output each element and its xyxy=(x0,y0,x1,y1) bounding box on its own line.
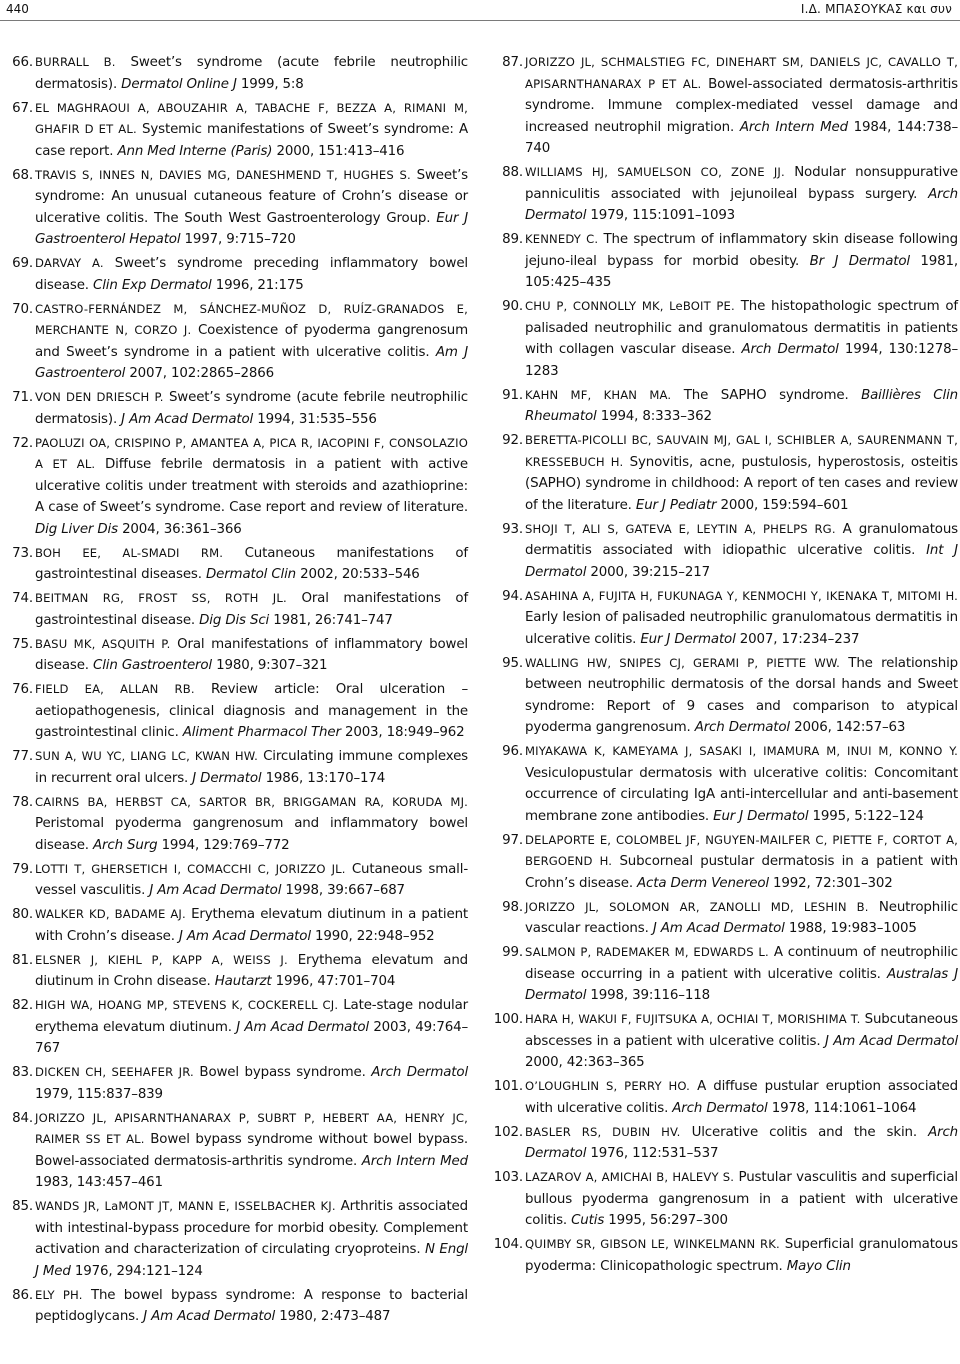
reference-citation: 1979, 115:1091–1093 xyxy=(590,208,736,223)
reference-title: Cutaneous small-vessel vasculitis. xyxy=(35,861,468,898)
reference-title: A granulomatous dermatitis associated with idiopathic ulcerative colitis. xyxy=(525,521,958,558)
reference-journal: J Dermatol xyxy=(192,770,262,786)
reference-citation: 1995, 5:122–124 xyxy=(812,808,924,824)
references-left-column xyxy=(2,52,468,1330)
reference-journal: Eur J Pediatr xyxy=(635,497,717,513)
reference-citation: 1979, 115:837–839 xyxy=(35,1086,163,1102)
reference-number: 73. xyxy=(12,545,33,561)
reference-title: Sweet’s syndrome (acute febrile neutrophilic dermatosis). xyxy=(35,55,468,92)
reference-entry xyxy=(2,634,468,677)
reference-authors: JORIZZO JL, SCHMALSTIEG FC, DINEHART SM, DANIELS JC, CAVALLO T, APISARNTHANARAX P ET AL. xyxy=(525,55,958,91)
reference-number: 72. xyxy=(12,435,33,451)
reference-number: 69. xyxy=(12,256,33,271)
reference-journal: Int J Dermatol xyxy=(525,543,958,580)
reference-journal: Eur J Dermatol xyxy=(713,808,809,824)
reference-journal: J Am Acad Dermatol xyxy=(149,883,282,898)
reference-journal: J Am Acad Dermatol xyxy=(652,921,785,936)
reference-journal: Aliment Pharmacol Ther xyxy=(182,725,341,740)
reference-entry xyxy=(2,859,468,902)
reference-title: Synovitis, acne, pustulosis, hyperostosis, osteitis (SAPHO) syndrome in childhood: A report of ten cases and review of the literature. xyxy=(525,454,958,513)
reference-number: 103. xyxy=(493,1170,523,1185)
reference-journal: Dermatol Clin xyxy=(205,567,297,582)
reference-entry xyxy=(492,162,958,227)
reference-entry xyxy=(2,253,468,296)
reference-title: Oral manifestations of inflammatory bowel disease. xyxy=(35,636,468,673)
reference-number: 93. xyxy=(502,521,523,537)
reference-number: 100. xyxy=(493,1012,523,1027)
reference-entry xyxy=(2,746,468,789)
reference-authors: KENNEDY C. xyxy=(525,232,599,246)
reference-entry xyxy=(2,950,468,993)
reference-citation: 2000, 39:215–217 xyxy=(590,564,710,580)
reference-journal: Australas J Dermatol xyxy=(525,966,959,1003)
reference-citation: 1981, 26:741–747 xyxy=(273,612,393,628)
reference-title: The spectrum of inflammatory skin disease following jejuno-ileal bypass for morbid obesity. xyxy=(525,232,958,269)
reference-title: Late-stage nodular erythema elevatum diutinum. xyxy=(35,998,469,1035)
reference-authors: JORIZZO JL, SOLOMON AR, ZANOLLI MD, LESHIN B. xyxy=(525,899,869,914)
reference-citation: 1995, 56:297–300 xyxy=(608,1213,728,1228)
reference-entry xyxy=(492,1234,958,1277)
reference-entry xyxy=(2,433,468,541)
reference-journal: Eur J Dermatol xyxy=(640,631,736,647)
reference-authors: DICKEN CH, SEEHAFER JR. xyxy=(35,1065,194,1079)
reference-journal: Hautarzt xyxy=(214,974,272,989)
reference-authors: SALMON P, RADEMAKER M, EDWARDS L. xyxy=(525,945,769,959)
reference-authors: QUIMBY SR, GIBSON LE, WINKELMANN RK. xyxy=(525,1237,780,1251)
reference-journal: Baillières Clin Rheumatol xyxy=(525,387,958,424)
reference-citation: 2004, 36:361–366 xyxy=(122,521,242,537)
reference-number: 79. xyxy=(12,861,33,877)
reference-number: 74. xyxy=(12,591,33,606)
reference-citation: 2000, 159:594–601 xyxy=(720,497,849,513)
reference-number: 89. xyxy=(502,232,523,247)
reference-citation: 2006, 142:57–63 xyxy=(794,720,906,735)
reference-authors: ASAHINA A, FUJITA H, FUKUNAGA Y, KENMOCHI Y, IKENAKA T, MITOMI H. xyxy=(525,588,958,603)
reference-citation: 1983, 143:457–461 xyxy=(35,1175,163,1190)
reference-authors: JORIZZO JL, APISARNTHANARAX P, SUBRT P, HEBERT AA, HENRY JC, RAIMER SS ET AL. xyxy=(35,1110,468,1146)
reference-journal: Clin Gastroenterol xyxy=(93,658,213,673)
reference-entry xyxy=(2,1196,468,1282)
reference-entry xyxy=(2,98,468,163)
reference-journal: Arch Intern Med xyxy=(361,1153,468,1169)
reference-citation: 1997, 9:715–720 xyxy=(184,232,296,247)
reference-number: 86. xyxy=(12,1287,33,1303)
reference-authors: DARVAY A. xyxy=(35,256,104,270)
reference-title: Early lesion of palisaded neutrophilic granulomatous dermatitis in ulcerative colitis. xyxy=(525,610,958,647)
reference-journal: Am J Gastroenterol xyxy=(35,344,469,381)
reference-citation: 1981, 105:425–435 xyxy=(525,253,959,290)
reference-title: Sweet’s syndrome (acute febrile neutrophilic dermatosis). xyxy=(35,390,468,427)
page-number: 440 xyxy=(6,2,29,16)
reference-entry xyxy=(492,830,958,895)
reference-journal: J Am Acad Dermatol xyxy=(178,928,311,944)
reference-entry xyxy=(492,1076,958,1119)
reference-journal: Br J Dermatol xyxy=(809,253,910,269)
reference-entry xyxy=(492,1009,958,1074)
reference-citation: 2007, 102:2865–2866 xyxy=(129,366,274,381)
reference-title: Bowel-associated dermatosis-arthritis syndrome. Immune complex-mediated vessel damage and increased neutrophil migration. xyxy=(525,76,958,135)
reference-citation: 1994, 31:535–556 xyxy=(257,411,377,427)
reference-journal: Ann Med Interne (Paris) xyxy=(117,143,273,159)
reference-authors: CHU P, CONNOLLY MK, LeBOIT PE. xyxy=(525,299,735,313)
reference-title: Nodular nonsuppurative panniculitis associated with jejunoileal bypass surgery. xyxy=(525,165,959,202)
reference-citation: 1994, 8:333–362 xyxy=(600,409,712,424)
reference-journal: N Engl J Med xyxy=(35,1242,468,1279)
reference-title: The SAPHO syndrome. xyxy=(683,387,849,403)
reference-authors: EL MAGHRAOUI A, ABOUZAHIR A, TABACHE F, BEZZA A, RIMANI M, GHAFIR D ET AL. xyxy=(35,100,468,136)
reference-authors: WALLING HW, SNIPES CJ, GERAMI P, PIETTE WW. xyxy=(525,655,840,670)
reference-entry xyxy=(2,165,468,251)
reference-citation: 1994, 130:1278–1283 xyxy=(525,342,959,379)
reference-title: The histopathologic spectrum of palisaded neutrophilic and granulomatous dermatitis in patients with collagen vascular disease. xyxy=(525,299,958,357)
reference-title: Arthritis associated with intestinal-bypass procedure for morbid obesity. Complement activation and characterization of circulating cryoproteins. xyxy=(35,1199,468,1257)
reference-title: Erythema elevatum diutinum in a patient with Crohn’s disease. xyxy=(35,907,469,944)
reference-entry xyxy=(492,296,958,382)
reference-number: 91. xyxy=(502,387,523,403)
reference-title: Circulating immune complexes in recurrent oral ulcers. xyxy=(35,749,468,786)
reference-authors: SUN A, WU YC, LIANG LC, KWAN HW. xyxy=(35,749,258,763)
reference-authors: WILLIAMS HJ, SAMUELSON CO, ZONE JJ. xyxy=(525,165,785,179)
reference-journal: Arch Dermatol xyxy=(741,342,839,357)
reference-entry xyxy=(492,586,958,651)
reference-journal: Cutis xyxy=(571,1213,605,1228)
reference-entry xyxy=(2,792,468,857)
reference-entry xyxy=(2,588,468,631)
reference-authors: DELAPORTE E, COLOMBEL JF, NGUYEN-MAILFER C, PIETTE F, CORTOT A, BERGOEND H. xyxy=(525,832,958,868)
reference-number: 102. xyxy=(493,1124,523,1140)
reference-entry xyxy=(492,519,958,584)
reference-citation: 2000, 151:413–416 xyxy=(276,143,405,159)
reference-citation: 2007, 17:234–237 xyxy=(739,631,860,647)
reference-authors: BASLER RS, DUBIN HV. xyxy=(525,1124,681,1139)
reference-number: 104. xyxy=(493,1237,523,1252)
reference-journal: Arch Dermatol xyxy=(525,186,959,223)
reference-number: 81. xyxy=(12,952,33,968)
reference-number: 70. xyxy=(12,301,33,317)
reference-title: The relationship between neutrophilic dermatosis of the dorsal hands and Sweet syndrome: Report of 9 cases and comparison to atypical pyoderma gangrenosum. xyxy=(525,655,958,735)
reference-entry xyxy=(492,229,958,294)
reference-entry xyxy=(2,543,468,586)
reference-journal: Arch Dermatol xyxy=(371,1065,469,1080)
reference-title: Erythema elevatum and diutinum in Crohn disease. xyxy=(35,952,469,989)
reference-number: 80. xyxy=(12,907,33,922)
reference-journal: Eur J Gastroenterol Hepatol xyxy=(35,210,468,247)
reference-citation: 1999, 5:8 xyxy=(240,76,304,92)
reference-entry xyxy=(2,995,468,1060)
reference-authors: FIELD EA, ALLAN RB. xyxy=(35,682,195,696)
reference-authors: KAHN MF, KHAN MA. xyxy=(525,387,672,402)
references-right-column xyxy=(492,52,958,1280)
reference-number: 99. xyxy=(502,945,523,960)
reference-title: Diffuse febrile dermatosis in a patient with active ulcerative colitis under treatment with steroids and azathioprine: A case of Sweet’s syndrome. Case report and review of literature. xyxy=(35,457,468,515)
reference-authors: CAIRNS BA, HERBST CA, SARTOR BR, BRIGGAMAN RA, KORUDA MJ. xyxy=(35,794,468,809)
reference-citation: 2003, 49:764–767 xyxy=(35,1019,469,1056)
reference-journal: Acta Derm Venereol xyxy=(637,875,769,891)
reference-number: 67. xyxy=(12,100,33,116)
reference-authors: SHOJI T, ALI S, GATEVA E, LEYTIN A, PHELPS RG. xyxy=(525,521,836,536)
reference-number: 87. xyxy=(502,55,523,70)
reference-entry xyxy=(492,1122,958,1165)
reference-journal: Arch Dermatol xyxy=(672,1100,768,1116)
reference-authors: TRAVIS S, INNES N, DAVIES MG, DANESHMEND T, HUGHES S. xyxy=(35,167,411,182)
reference-citation: 1994, 129:769–772 xyxy=(161,837,290,853)
reference-title: Pustular vasculitis and superficial bullous pyoderma gangrenosum in a patient with ulcerative colitis. xyxy=(525,1170,958,1228)
reference-entry xyxy=(2,1062,468,1105)
reference-title: Sweet’s syndrome preceding inflammatory bowel disease. xyxy=(35,256,469,293)
reference-authors: O’LOUGHLIN S, PERRY HO. xyxy=(525,1079,691,1093)
reference-number: 71. xyxy=(12,390,33,405)
reference-authors: PAOLUZI OA, CRISPINO P, AMANTEA A, PICA R, IACOPINI F, CONSOLAZIO A ET AL. xyxy=(35,435,468,471)
reference-authors: BEITMAN RG, FROST SS, ROTH JL. xyxy=(35,591,287,605)
reference-number: 92. xyxy=(502,433,523,448)
reference-title: Subcutaneous abscesses in a patient with ulcerative colitis. xyxy=(525,1012,958,1049)
reference-citation: 2002, 20:533–546 xyxy=(300,567,420,582)
reference-title: Review article: Oral ulceration – aetiopathogenesis, clinical diagnosis and management in the gastrointestinal clinic. xyxy=(35,682,468,740)
reference-title: Bowel bypass syndrome. xyxy=(199,1065,366,1080)
reference-authors: WALKER KD, BADAME AJ. xyxy=(35,907,186,921)
reference-citation: 1976, 294:121–124 xyxy=(74,1263,203,1279)
reference-title: Sweet’s syndrome: An unusual cutaneous feature of Crohn’s disease or ulcerative colitis. The South West Gastroenterology Group. xyxy=(35,167,469,226)
reference-entry xyxy=(492,52,958,160)
reference-number: 78. xyxy=(12,794,33,810)
reference-title: Cutaneous manifestations of gastrointestinal diseases. xyxy=(35,545,468,582)
reference-journal: Mayo Clin xyxy=(786,1258,851,1274)
reference-journal: Arch Dermatol xyxy=(694,720,790,735)
reference-citation: 1988, 19:983–1005 xyxy=(788,921,917,936)
reference-number: 75. xyxy=(12,636,33,652)
reference-journal: Dig Liver Dis xyxy=(35,521,118,537)
reference-citation: 1990, 22:948–952 xyxy=(315,928,435,944)
reference-citation: 2003, 18:949–962 xyxy=(344,725,465,740)
reference-authors: BURRALL B. xyxy=(35,55,116,69)
reference-citation: 2000, 42:363–365 xyxy=(525,1055,645,1070)
reference-number: 95. xyxy=(502,655,523,671)
reference-entry xyxy=(492,653,958,739)
reference-number: 68. xyxy=(12,167,33,183)
reference-journal: Dig Dis Sci xyxy=(199,612,270,628)
reference-number: 101. xyxy=(493,1079,523,1094)
reference-citation: 1992, 72:301–302 xyxy=(773,875,893,891)
reference-entry xyxy=(492,741,958,827)
reference-title: Oral manifestations of gastrointestinal disease. xyxy=(35,591,469,628)
reference-number: 94. xyxy=(502,588,523,604)
reference-entry xyxy=(2,1285,468,1328)
reference-number: 76. xyxy=(12,682,33,697)
reference-entry xyxy=(492,385,958,428)
reference-title: A diffuse pustular eruption associated with ulcerative colitis. xyxy=(525,1079,959,1116)
reference-authors: WANDS JR, LaMONT JT, MANN E, ISSELBACHER KJ. xyxy=(35,1199,336,1213)
reference-number: 66. xyxy=(12,55,33,70)
reference-authors: MIYAKAWA K, KAMEYAMA J, SASAKI I, IMAMURA M, INUI M, KONNO Y. xyxy=(525,744,958,758)
reference-authors: BERETTA-PICOLLI BC, SAUVAIN MJ, GAL I, SCHIBLER A, SAURENMANN T, KRESSEBUCH H. xyxy=(525,433,958,469)
reference-entry xyxy=(492,430,958,516)
reference-title: Ulcerative colitis and the skin. xyxy=(691,1124,917,1140)
reference-journal: Arch Surg xyxy=(93,837,158,853)
reference-title: Neutrophilic vascular reactions. xyxy=(525,899,958,936)
reference-number: 88. xyxy=(502,165,523,180)
reference-number: 77. xyxy=(12,749,33,764)
reference-citation: 1996, 47:701–704 xyxy=(275,974,396,989)
reference-entry xyxy=(2,387,468,430)
reference-citation: 1998, 39:667–687 xyxy=(285,883,405,898)
reference-number: 96. xyxy=(502,744,523,759)
reference-number: 85. xyxy=(12,1199,33,1214)
reference-citation: 1998, 39:116–118 xyxy=(590,988,710,1003)
reference-title: The bowel bypass syndrome: A response to bacterial peptidoglycans. xyxy=(35,1287,468,1324)
reference-citation: 1984, 144:738–740 xyxy=(525,119,959,156)
reference-journal: Dermatol Online J xyxy=(121,76,237,92)
reference-number: 82. xyxy=(12,998,33,1013)
reference-number: 90. xyxy=(502,299,523,314)
reference-authors: ELSNER J, KIEHL P, KAPP A, WEISS J. xyxy=(35,952,288,967)
reference-entry xyxy=(492,942,958,1007)
reference-journal: Arch Dermatol xyxy=(525,1124,959,1161)
reference-entry xyxy=(2,679,468,744)
reference-authors: LOTTI T, GHERSETICH I, COMACCHI C, JORIZZO JL. xyxy=(35,861,346,876)
reference-journal: J Am Acad Dermatol xyxy=(143,1309,276,1324)
reference-journal: J Am Acad Dermatol xyxy=(236,1019,369,1035)
reference-journal: Arch Intern Med xyxy=(739,119,848,135)
reference-citation: 1978, 114:1061–1064 xyxy=(771,1100,917,1116)
reference-authors: BASU MK, ASQUITH P. xyxy=(35,636,171,651)
reference-authors: VON DEN DRIESCH P. xyxy=(35,390,164,404)
reference-entry xyxy=(492,1167,958,1232)
reference-authors: LAZAROV A, AMICHAI B, HALEVY S. xyxy=(525,1170,735,1184)
reference-authors: ELY PH. xyxy=(35,1287,83,1302)
reference-number: 97. xyxy=(502,832,523,848)
header-divider xyxy=(0,20,960,21)
reference-citation: 1996, 21:175 xyxy=(215,277,304,293)
reference-journal: Clin Exp Dermatol xyxy=(93,277,212,293)
reference-title: Systemic manifestations of Sweet’s syndrome: A case report. xyxy=(35,122,468,159)
reference-authors: CASTRO-FERNÁNDEZ M, SÁNCHEZ-MUÑOZ D, RUÍZ-GRANADOS E, MERCHANTE N, CORZO J. xyxy=(35,301,468,337)
reference-journal: J Am Acad Dermatol xyxy=(824,1033,959,1049)
reference-citation: 1980, 2:473–487 xyxy=(279,1309,391,1324)
reference-citation: 1976, 112:531–537 xyxy=(590,1146,719,1161)
reference-title: Vesiculopustular dermatosis with ulcerative colitis: Concomitant occurrence of circulating IgA anti-intercellular and anti-basement membrane zone antibodies. xyxy=(525,765,958,824)
reference-entry xyxy=(2,52,468,95)
reference-authors: BOH EE, AL-SMADI RM. xyxy=(35,545,224,560)
reference-number: 84. xyxy=(12,1110,33,1126)
reference-title: A continuum of neutrophilic disease occurring in a patient with ulcerative colitis. xyxy=(525,945,959,982)
reference-title: Bowel bypass syndrome without bowel bypass. Bowel-associated dermatosis-arthritis syndrome. xyxy=(35,1132,469,1169)
reference-title: Coexistence of pyoderma gangrenosum and Sweet’s syndrome in a patient with ulcerative colitis. xyxy=(35,323,469,360)
reference-authors: HARA H, WAKUI F, FUJITSUKA A, OCHIAI T, MORISHIMA T. xyxy=(525,1012,861,1026)
reference-citation: 1986, 13:170–174 xyxy=(265,770,386,786)
reference-number: 98. xyxy=(502,899,523,915)
reference-number: 83. xyxy=(12,1065,33,1080)
reference-title: Subcorneal pustular dermatosis in a patient with Crohn’s disease. xyxy=(525,854,959,891)
reference-journal: J Am Acad Dermatol xyxy=(121,411,254,427)
reference-title: Peristomal pyoderma gangrenosum and inflammatory bowel disease. xyxy=(35,816,468,853)
reference-title: Superficial granulomatous pyoderma: Clinicopathologic spectrum. xyxy=(525,1237,959,1274)
reference-citation: 1980, 9:307–321 xyxy=(216,658,328,673)
reference-entry xyxy=(2,904,468,947)
reference-entry xyxy=(492,897,958,940)
reference-entry xyxy=(2,299,468,385)
running-title: Ι.Δ. ΜΠΑΣΟΥΚΑΣ και συν xyxy=(800,2,952,16)
reference-entry xyxy=(2,1108,468,1194)
reference-authors: HIGH WA, HOANG MP, STEVENS K, COCKERELL CJ. xyxy=(35,998,339,1012)
